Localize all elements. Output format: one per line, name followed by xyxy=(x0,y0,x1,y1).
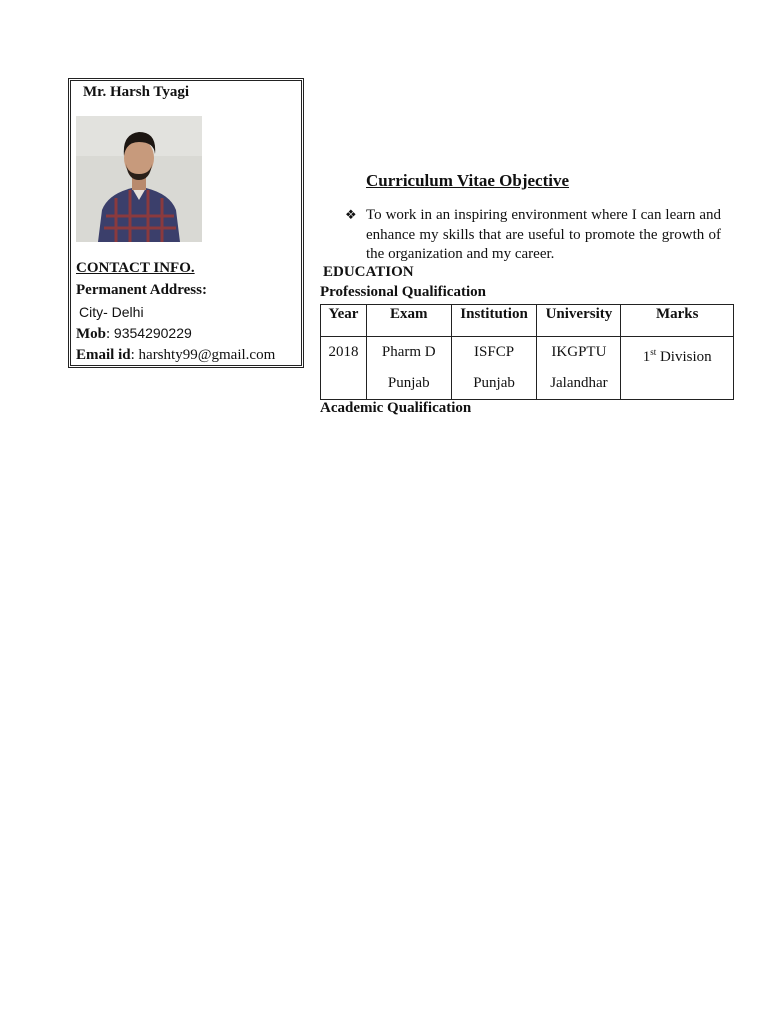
cell-marks xyxy=(621,337,734,400)
cell-university xyxy=(537,337,621,400)
education-heading: EDUCATION xyxy=(323,264,414,280)
diamond-bullet-icon: ❖ xyxy=(345,207,357,222)
header-university: University xyxy=(537,305,621,337)
header-marks: Marks xyxy=(621,305,734,337)
cell-exam xyxy=(366,337,451,400)
marks-suffix: st xyxy=(650,347,657,357)
institution-line-2: Punjab xyxy=(473,375,515,391)
mobile-label: Mob xyxy=(76,326,106,342)
profile-photo xyxy=(76,116,202,242)
academic-qualification-heading: Academic Qualification xyxy=(320,400,472,416)
header-year: Year xyxy=(321,305,367,337)
candidate-name: Mr. Harsh Tyagi xyxy=(83,84,189,100)
professional-qualification-table xyxy=(320,304,734,400)
exam-line-2: Punjab xyxy=(387,375,430,391)
contact-info-heading: CONTACT INFO. xyxy=(76,260,195,276)
cell-institution xyxy=(451,337,537,400)
profile-sidebar xyxy=(68,78,304,368)
university-line-1: IKGPTU xyxy=(551,344,607,360)
permanent-address-label: Permanent Address: xyxy=(76,282,207,298)
email-value: harshty99@gmail.com xyxy=(138,347,276,363)
mobile-line: Mob: 9354290229 xyxy=(76,325,192,342)
mobile-value: 9354290229 xyxy=(113,325,192,341)
city-value: City- Delhi xyxy=(79,304,144,320)
objective-text: To work in an inspiring environment where I can learn and enhance my skills that are useful to promote the growth of the organization and my career. xyxy=(366,207,721,262)
marks-number: 1 xyxy=(642,349,651,365)
university-line-2: Jalandhar xyxy=(550,375,608,391)
email-line: Email id: harshty99@gmail.com xyxy=(76,347,276,363)
exam-line-1: Pharm D xyxy=(381,344,436,360)
cv-objective-heading: Curriculum Vitae Objective xyxy=(366,171,570,190)
professional-qualification-heading: Professional Qualification xyxy=(320,284,486,300)
header-institution: Institution xyxy=(451,305,537,337)
marks-text: Division xyxy=(656,349,712,365)
table-header-row xyxy=(321,305,734,337)
person-photo-icon xyxy=(76,116,202,242)
institution-line-1: ISFCP xyxy=(474,344,515,360)
email-label: Email id xyxy=(76,347,131,363)
table-row xyxy=(321,337,734,400)
cell-year: 2018 xyxy=(321,337,367,400)
header-exam: Exam xyxy=(366,305,451,337)
